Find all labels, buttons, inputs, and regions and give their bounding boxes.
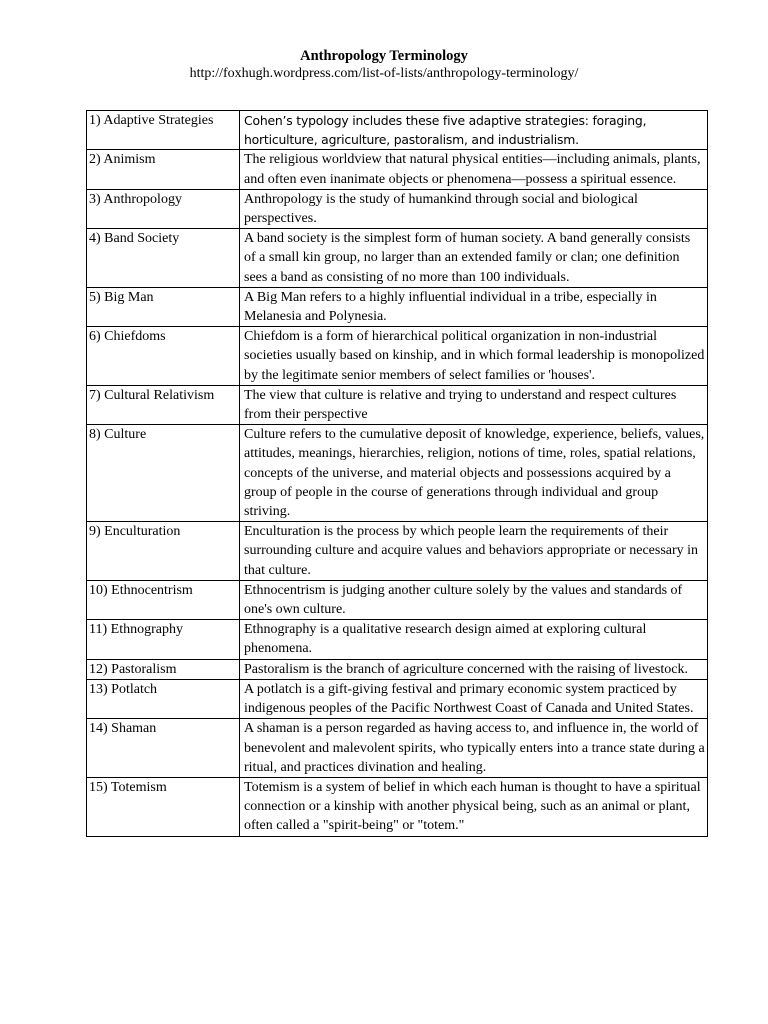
definition-cell: Ethnocentrism is judging another culture solely by the values and standards of one's own culture. [240, 580, 708, 619]
definition-cell: Cohen’s typology includes these five adaptive strategies: foraging, horticulture, agriculture, pastoralism, and industrialism. [240, 111, 708, 150]
term-cell: 8) Culture [87, 425, 240, 522]
definition-cell: A Big Man refers to a highly influential individual in a tribe, especially in Melanesia and Polynesia. [240, 287, 708, 326]
table-row [87, 425, 708, 522]
table-row [87, 327, 708, 386]
term-cell: 3) Anthropology [87, 189, 240, 228]
definition-cell: A band society is the simplest form of human society. A band generally consists of a small kin group, no larger than an extended family or clan; one definition sees a band as consisting of no more than 100 individuals. [240, 229, 708, 288]
table-row [87, 111, 708, 150]
term-cell: 12) Pastoralism [87, 659, 240, 679]
definition-cell: Culture refers to the cumulative deposit of knowledge, experience, beliefs, values, attitudes, meanings, hierarchies, religion, notions of time, roles, spatial relations, concepts of the universe, and material objects and possessions acquired by a group of people in the course of generations through individual and group striving. [240, 425, 708, 522]
table-row [87, 777, 708, 836]
term-cell: 9) Enculturation [87, 522, 240, 581]
definition-cell: Anthropology is the study of humankind through social and biological perspectives. [240, 189, 708, 228]
term-cell: 2) Animism [87, 150, 240, 189]
terminology-table [86, 110, 708, 837]
table-row [87, 580, 708, 619]
definition-cell: Pastoralism is the branch of agriculture concerned with the raising of livestock. [240, 659, 708, 679]
term-cell: 1) Adaptive Strategies [87, 111, 240, 150]
table-row [87, 719, 708, 778]
table-row [87, 659, 708, 679]
term-cell: 14) Shaman [87, 719, 240, 778]
definition-cell: The view that culture is relative and trying to understand and respect cultures from their perspective [240, 385, 708, 424]
definition-cell: The religious worldview that natural physical entities—including animals, plants, and often even inanimate objects or phenomena—possess a spiritual essence. [240, 150, 708, 189]
term-cell: 11) Ethnography [87, 620, 240, 659]
term-cell: 15) Totemism [87, 777, 240, 836]
document-title: Anthropology Terminology [300, 48, 468, 64]
term-cell: 10) Ethnocentrism [87, 580, 240, 619]
source-url[interactable]: http://foxhugh.wordpress.com/list-of-lists/anthropology-terminology/ [189, 66, 579, 81]
term-cell: 13) Potlatch [87, 679, 240, 718]
definition-cell: A potlatch is a gift-giving festival and primary economic system practiced by indigenous peoples of the Pacific Northwest Coast of Canada and United States. [240, 679, 708, 718]
table-row [87, 679, 708, 718]
table-row [87, 522, 708, 581]
definition-cell: Enculturation is the process by which people learn the requirements of their surrounding culture and acquire values and behaviors appropriate or necessary in that culture. [240, 522, 708, 581]
table-row [87, 385, 708, 424]
term-cell: 6) Chiefdoms [87, 327, 240, 386]
term-cell: 4) Band Society [87, 229, 240, 288]
term-cell: 5) Big Man [87, 287, 240, 326]
table-row [87, 150, 708, 189]
table-row [87, 189, 708, 228]
table-row [87, 287, 708, 326]
table-row [87, 620, 708, 659]
definition-cell: Totemism is a system of belief in which each human is thought to have a spiritual connection or a kinship with another physical being, such as an animal or plant, often called a "spirit-being" or "totem." [240, 777, 708, 836]
term-cell: 7) Cultural Relativism [87, 385, 240, 424]
definition-cell: Chiefdom is a form of hierarchical political organization in non-industrial societies usually based on kinship, and in which formal leadership is monopolized by the legitimate senior members of select families or 'houses'. [240, 327, 708, 386]
table-row [87, 229, 708, 288]
definition-cell: Ethnography is a qualitative research design aimed at exploring cultural phenomena. [240, 620, 708, 659]
definition-cell: A shaman is a person regarded as having access to, and influence in, the world of benevolent and malevolent spirits, who typically enters into a trance state during a ritual, and practices divination and healing. [240, 719, 708, 778]
